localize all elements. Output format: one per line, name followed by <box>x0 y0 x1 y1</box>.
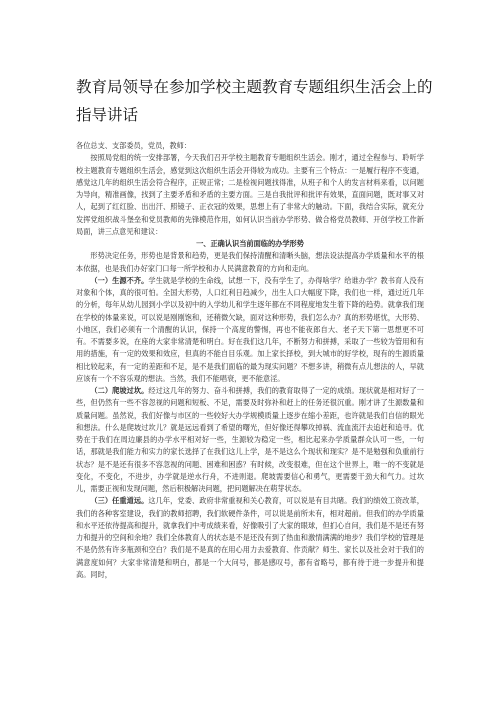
subsection-3-paragraph <box>76 495 424 581</box>
section-1-paragraph: 形势决定任务，形势也是背景和趋势，更是我们保持清醒和清晰头脑，想法设法提高办学质量和水平的根本依据，也是我们办好家门口每一所学校和办人民满意教育的方向和走向。 <box>76 251 424 273</box>
section-heading-1: 一、正确认识当前面临的办学形势 <box>196 239 304 248</box>
subsection-3-label: （三）任重道远。 <box>90 496 149 506</box>
document-body <box>76 140 424 581</box>
salutation: 各位总支、支部委员，党员，教师： <box>76 141 192 150</box>
subsection-3-text: 这几年，党委、政府非常重视和关心教育，可以说是有目共睹。我们的绩效工资改革，我们的各种客室建设，我们的教师招聘，我们软硬件条件，可以说是前所未有，相对超前。但我们的办学质量和水平还依待提高和提升，就拿我们中考成绩来看，好像吸引了大家的眼球，但扪心自问，我们是不是还有努力和提升的空间和余地？我们全体教育人的状态是不是还没有到了热血和激情满满的地步？我们学校的管理是不是仍然有许多瓶颈和空白？我们是不是真的在用心用力去爱教育、作贡献？师生、家长以及社会对于我们的满意度如何？大家非常清楚和明白，都是一个大问号，都是感叹号，都有省略号，都有待于进一步提升和提高。同时， <box>76 496 424 579</box>
subsection-2-label: （二）爬坡过坎。 <box>90 386 149 395</box>
subsection-2-paragraph <box>76 385 424 495</box>
subsection-2-text: 经过这几年的努力、奋斗和拼搏，我们的教育取得了一定的成绩。现状就是相对好了一些，但仍然有一些不容忽视的问题和短板、不足，需要及时弥补和赶上的任务还很沉重。刚才讲了生源数量和质量问题。虽然说，我们好像与市区的一些较好大办学规模质量上逐步在缩小差距，也许就是我们自信的眼光和想法。什么是爬坡过坎儿？就是远远看到了希望的曙光，但好像还得攀攻掉祸、流血流汗去追赶和追寻。优势在于我们在周边廉县的办学水平相对好一些，生源较为稳定一些，相比起来办学质量群众认可一些，一句话，那就是我们能力和实力的家长选择了在我们这儿上学，是不是这么个现状和现实？是不是勉强和负重前行状态？是不是还有很多不容忽视的问题、困难和困惑？有时候，改变很难，但在这个世界上，唯一的不变就是变化，不变化，不进步，办学就是逆水行舟，不进则退。爬坡需要信心和勇气，更需要干劲大和气力。过坎儿，需要正视和发现问题，然后积极解决问题，把问题解决在萌芽状态。 <box>76 386 424 493</box>
subsection-1-text: 学生就是学校的生命线，试想一下，没有学生了，办得啥学？给谁办学？教书育人没有对象和个体，真的很可怕。全国大形势，人口红利日趋减少，出生人口大幅度下降，我们也一样，通过近几年的分析，每年从幼儿园到小学以及初中的入学幼儿和学生逐年都在不同程度地发生着下降的趋势。就拿我们现在学校的体量来说，可以说是刚刚饱和，还稍微欠缺，面对这种形势，我们怎么办？真的形势堪忧，大形势、小地区，我们必须有一个清醒的认识，保持一个高度的警惕，再也不能夜郎自大、老子天下第一思想更不可有。不需要多说，在座的大家非常清楚和明白。好在我们这几年，不断努力和拼搏，采取了一些较为管用和有用的措施，有一定的效果和效应，但真的不能自目乐观。加上家长择校，到大城市的好学校，现有的生源质量相比较起来，有一定的差距和不足，是不是我们面临的最为现实问题？不想多讲，稍微有点儿想法的人，早就应该有一个不容乐观的想法。当然，我们不能唱衰，更不能意淫。 <box>76 275 424 383</box>
intro-paragraph: 按照局党组的统一安排部署，今天我们召开学校主题教育专题组织生活会。刚才，通过全程参与、聆听学校主题教育专题组织生活会，感觉到这次组织生活会开得较为成功。主要有三个特点：一是履行程序不变通，感觉这几年的组织生活会符合程序，正规正常；二是检视问题找得准，从班子和个人的发言材料来看，以问题为导向，精准画像，找到了主要矛盾和矛盾的主要方面。三是自我批评和批评有效果，直面问题，既对事又对人，起到了红红脸、出出汗、照镜子、正衣冠的效果，思想上有了非常大的触动。下面，我结合实际，就充分发挥党组织战斗堡垒和党员教师的先锋模范作用，如何认识当前办学形势、做合格党员教师、开创学校工作新局面，讲三点意见和建议： <box>76 153 424 236</box>
document-title: 教育局领导在参加学校主题教育专题组织生活会上的指导讲话 <box>76 78 433 124</box>
subsection-1-paragraph <box>76 275 424 385</box>
subsection-1-label: （一）生源不齐。 <box>90 275 149 285</box>
